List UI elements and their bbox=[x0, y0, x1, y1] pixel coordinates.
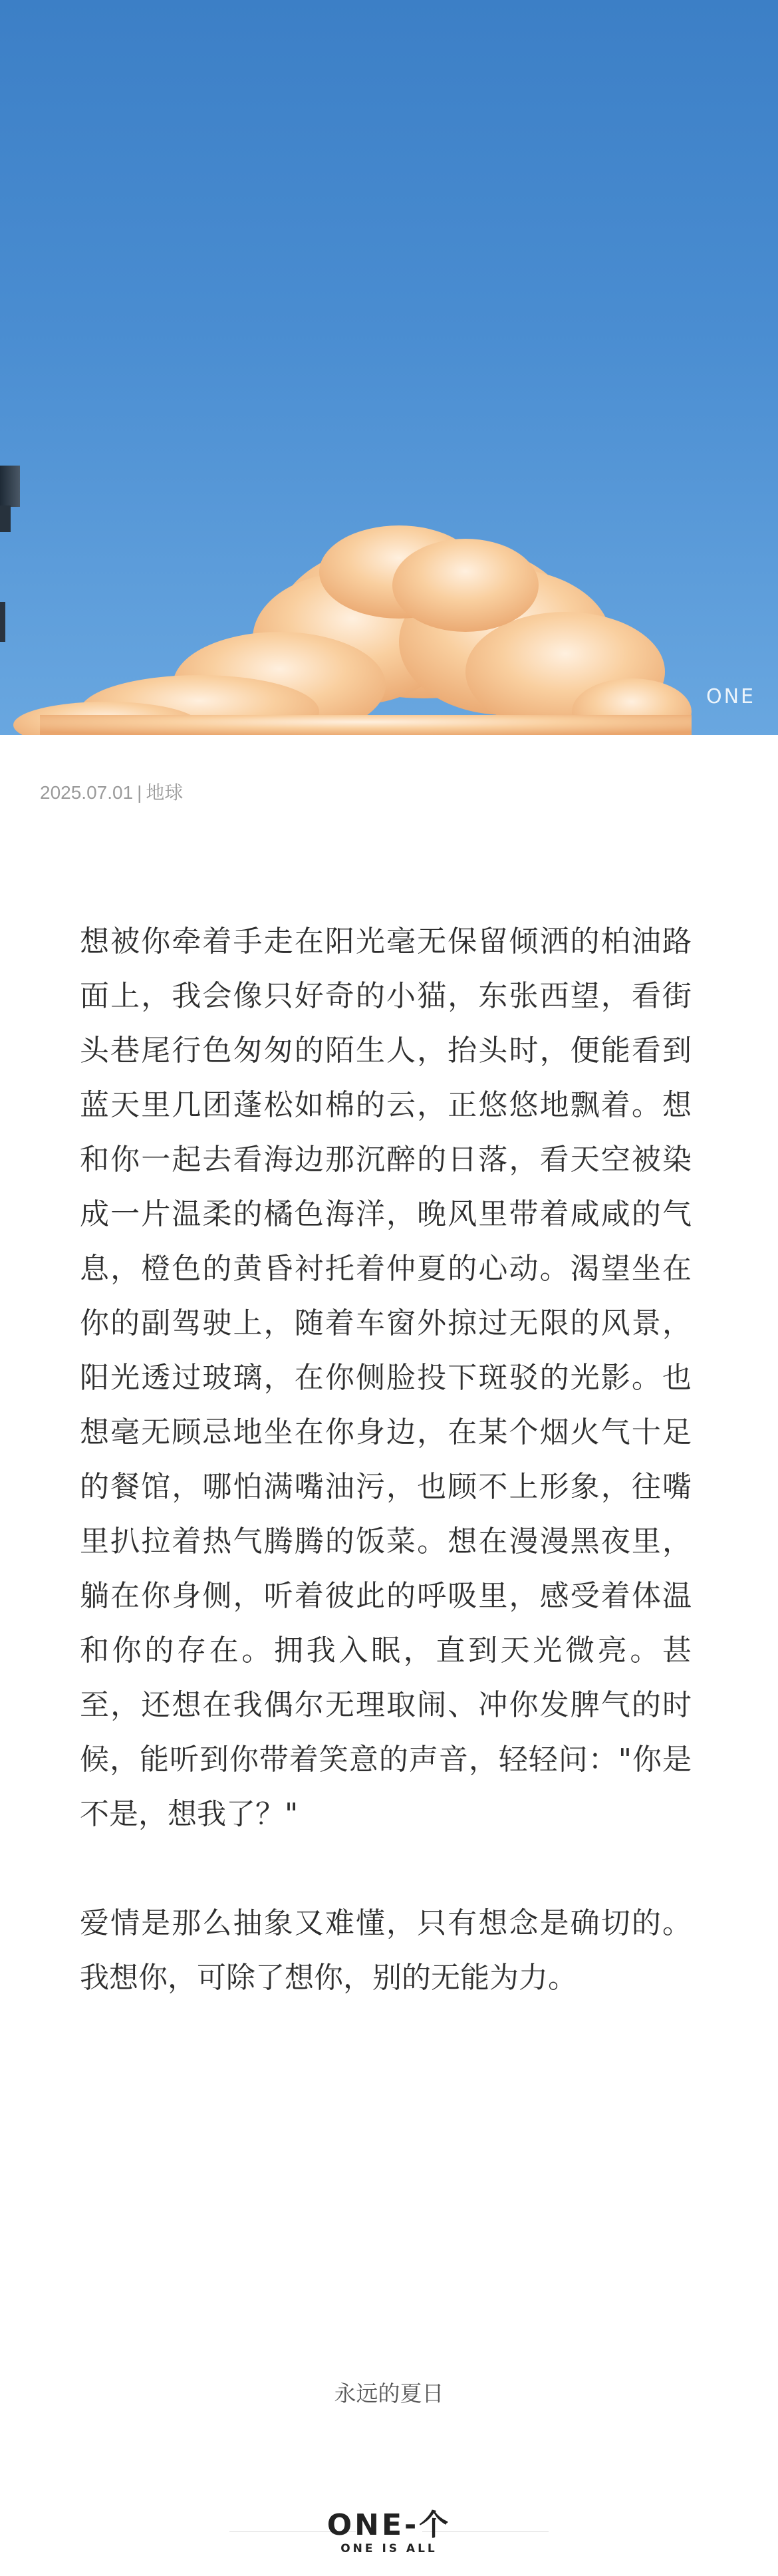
sky-cloud-illustration bbox=[0, 0, 778, 735]
cloud-shape bbox=[13, 525, 692, 735]
article-paragraph: 爱情是那么抽象又难懂，只有想念是确切的。我想你，可除了想你，别的无能为力。 bbox=[80, 1906, 692, 1995]
hero-image bbox=[0, 0, 778, 735]
meta-separator: | bbox=[137, 782, 142, 803]
article-title: 永远的夏日 bbox=[334, 2380, 444, 2406]
lamp-post-fragment bbox=[0, 466, 20, 642]
brand-footer bbox=[0, 2488, 778, 2561]
brand-logo-text: ONE-个 bbox=[326, 2508, 452, 2542]
brand-slogan: ONE IS ALL bbox=[340, 2542, 438, 2555]
article-meta bbox=[40, 778, 183, 805]
author-name: 地球 bbox=[146, 782, 184, 803]
image-watermark: ONE bbox=[706, 685, 755, 708]
article-paragraph: 想被你牵着手走在阳光毫无保留倾洒的柏油路面上，我会像只好奇的小猫，东张西望，看街头巷尾行色匆匆的陌生人，抬头时，便能看到蓝天里几团蓬松如棉的云，正悠悠地飘着。想和你一起去看海边那沉醉的日落，看天空被染成一片温柔的橘色海洋，晚风里带着咸咸的气息，橙色的黄昏衬托着仲夏的心动。渴望坐在你的副驾驶上，随着车窗外掠过无限的风景，阳光透过玻璃，在你侧脸投下斑驳的光影。也想毫无顾忌地坐在你身边，在某个烟火气十足的餐馆，哪怕满嘴油污，也顾不上形象，往嘴里扒拉着热气腾腾的饭菜。想在漫漫黑夜里，躺在你身侧，听着彼此的呼吸里，感受着体温和你的存在。拥我入眠，直到天光微亮。甚至，还想在我偶尔无理取闹、冲你发脾气的时候，能听到你带着笑意的声音，轻轻问："你是不是，想我了？" bbox=[80, 925, 692, 1831]
publish-date: 2025.07.01 bbox=[40, 782, 134, 803]
article-body bbox=[80, 915, 692, 2005]
